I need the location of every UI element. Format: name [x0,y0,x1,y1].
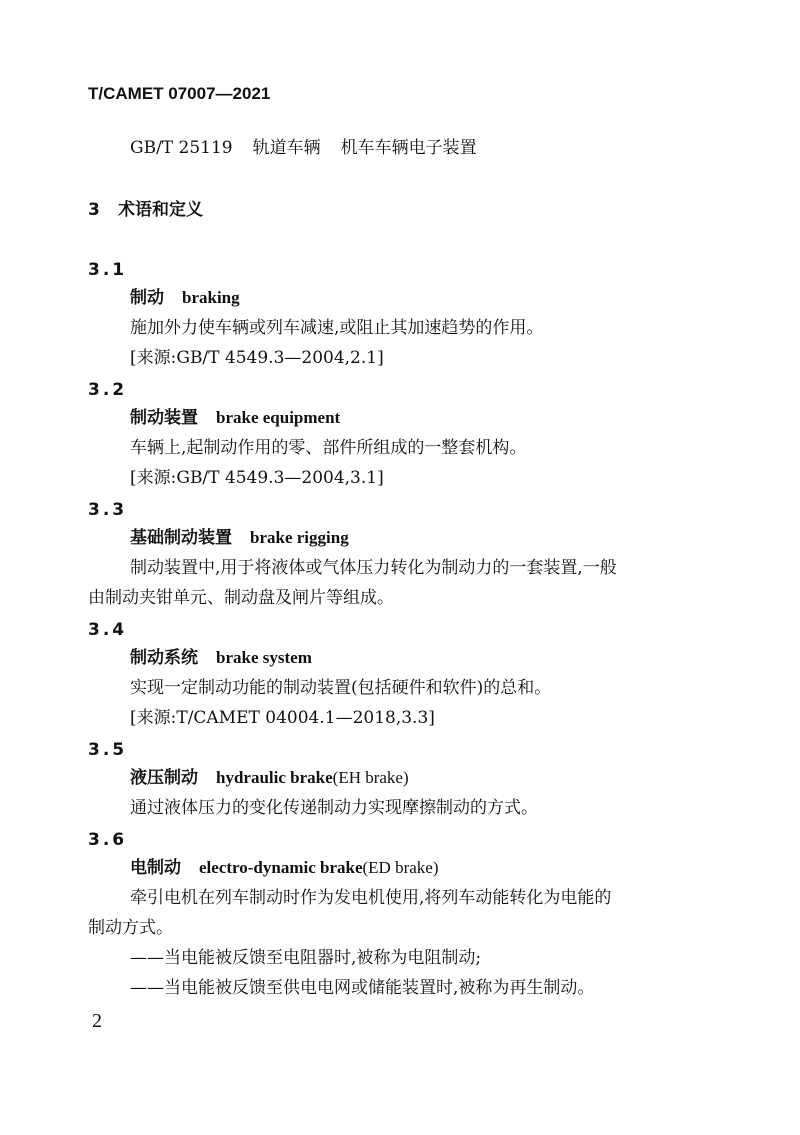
term-title [130,526,349,550]
term-title [130,646,312,670]
term-source: [来源:GB/T 4549.3—2004,3.1] [130,468,384,488]
term-en: hydraulic brake [216,768,333,787]
term-en: brake equipment [216,408,341,427]
term-en: braking [182,288,240,307]
term-number: 3.2 [88,380,128,400]
term-cn: 制动装置 [130,408,198,428]
term-cn: 基础制动装置 [130,528,232,548]
term-cn: 制动系统 [130,648,198,668]
term-title [130,286,240,310]
term-number: 3.5 [88,740,128,760]
term-definition-continued: 制动方式。 [88,918,173,938]
section-heading [88,198,203,222]
reference-title-b: 机车车辆电子装置 [340,138,477,158]
term-cn: 制动 [130,288,164,308]
term-number: 3.4 [88,620,128,640]
term-en: brake system [216,648,312,667]
term-cn: 液压制动 [130,768,198,788]
normative-reference [130,136,477,160]
section-number: 3 [88,200,100,220]
term-number: 3.1 [88,260,128,280]
reference-title-a: 轨道车辆 [252,138,321,158]
term-en: electro-dynamic brake [199,858,363,877]
term-definition: 实现一定制动功能的制动装置(包括硬件和软件)的总和。 [130,678,552,698]
term-title [130,856,439,880]
term-source: [来源:T/CAMET 04004.1—2018,3.3] [130,708,435,728]
term-cn: 电制动 [130,858,181,878]
term-definition: 制动装置中,用于将液体或气体压力转化为制动力的一套装置,一般 [130,558,617,578]
term-en-abbrev: (ED brake) [362,858,439,877]
reference-code: GB/T 25119 [130,138,233,158]
section-title: 术语和定义 [118,200,203,220]
term-en: brake rigging [250,528,349,547]
term-definition: 施加外力使车辆或列车减速,或阻止其加速趋势的作用。 [130,318,544,338]
term-note: ——当电能被反馈至电阻器时,被称为电阻制动; [130,948,482,968]
term-definition-continued: 由制动夹钳单元、制动盘及闸片等组成。 [88,588,394,608]
term-source: [来源:GB/T 4549.3—2004,2.1] [130,348,384,368]
term-number: 3.6 [88,830,128,850]
term-definition: 通过液体压力的变化传递制动力实现摩擦制动的方式。 [130,798,538,818]
term-number: 3.3 [88,500,128,520]
term-note: ——当电能被反馈至供电电网或储能装置时,被称为再生制动。 [130,978,595,998]
page-number: 2 [92,1010,102,1032]
term-en-abbrev: (EH brake) [332,768,409,787]
term-title [130,766,409,790]
term-definition: 牵引电机在列车制动时作为发电机使用,将列车动能转化为电能的 [130,888,612,908]
term-title [130,406,340,430]
document-code: T/CAMET 07007—2021 [88,84,271,103]
term-definition: 车辆上,起制动作用的零、部件所组成的一整套机构。 [130,438,527,458]
